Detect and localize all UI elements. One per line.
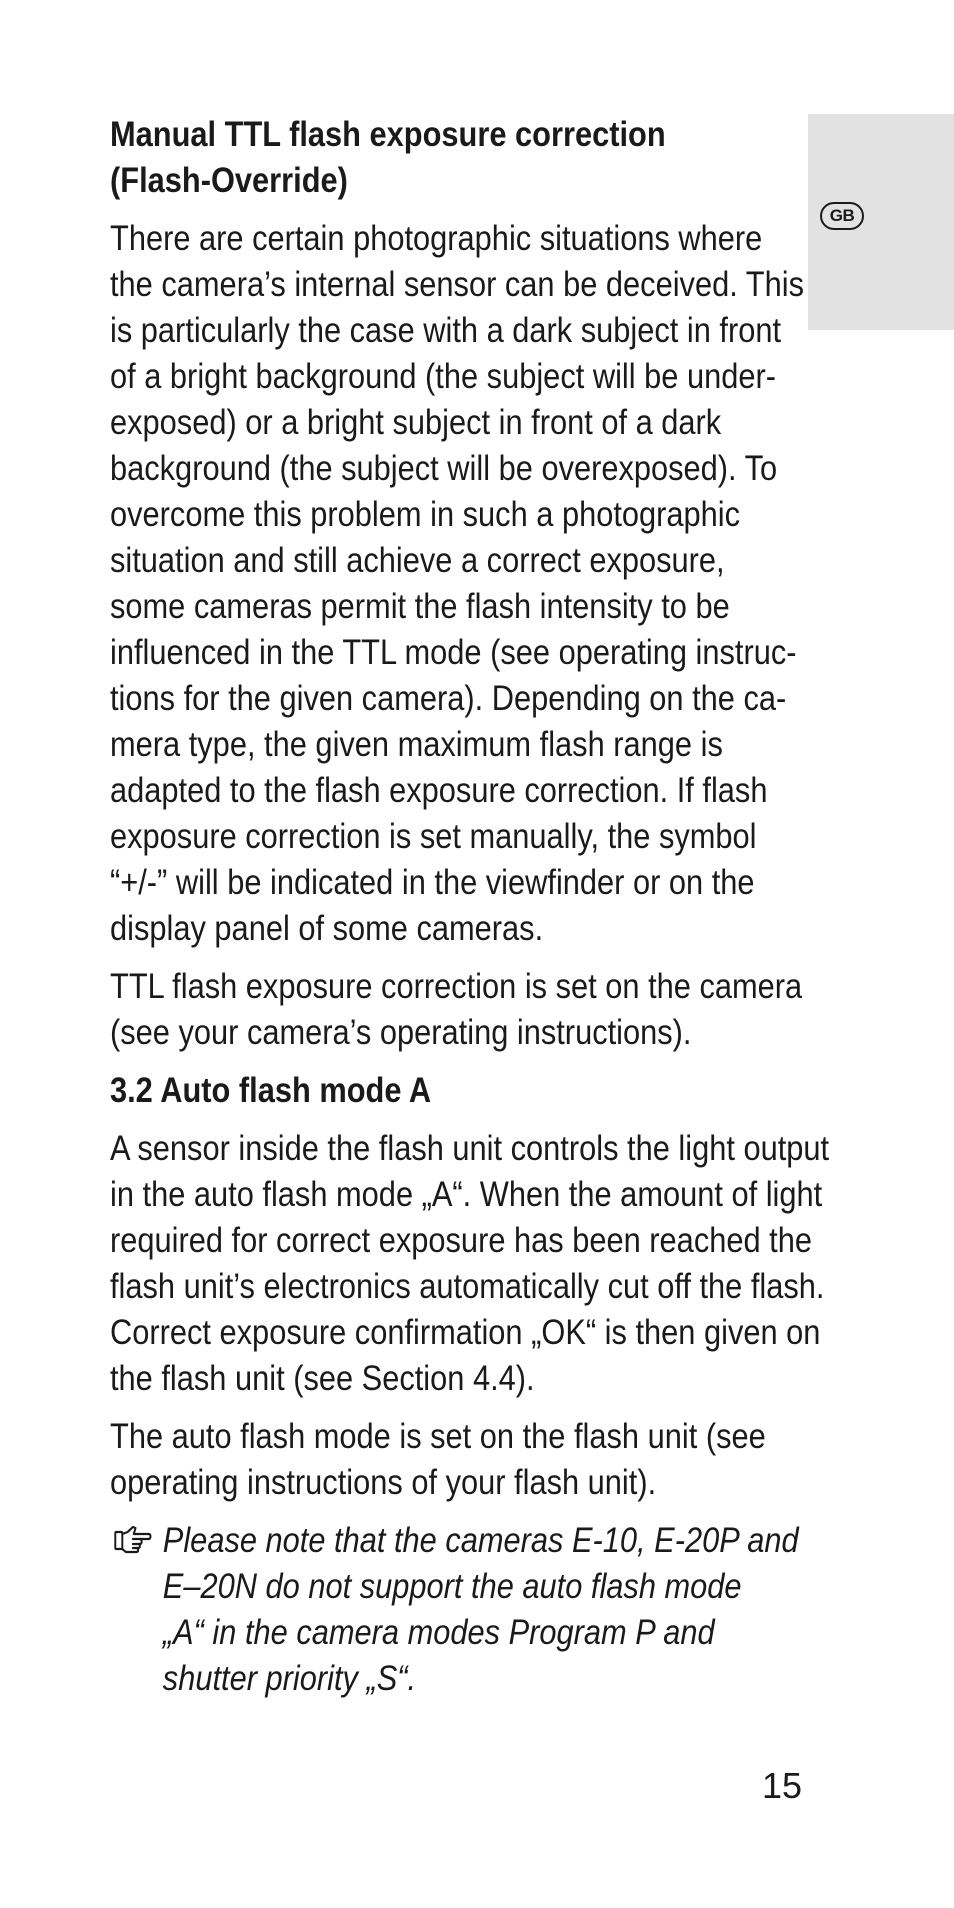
text-line: (Flash-Override)	[110, 161, 348, 200]
auto-paragraph-1	[110, 1126, 830, 1402]
auto-paragraph-2	[110, 1414, 766, 1506]
text-line: background (the subject will be overexposed). To	[110, 449, 778, 488]
page-content	[110, 112, 830, 1702]
text-line: adapted to the flash exposure correction. If flash	[110, 771, 768, 810]
text-line: “+/-” will be indicated in the viewfinder or on the	[110, 863, 755, 902]
text-line: TTL flash exposure correction is set on the camera	[110, 967, 803, 1006]
text-line: is particularly the case with a dark subject in front	[110, 311, 782, 350]
text-line: display panel of some cameras.	[110, 909, 544, 948]
text-line: flash unit’s electronics automatically cut off the flash.	[110, 1267, 825, 1306]
text-line: required for correct exposure has been reached the	[110, 1221, 812, 1260]
text-line: Please note that the cameras E-10, E-20P and	[162, 1521, 799, 1560]
text-line: the camera’s internal sensor can be deceived. This	[110, 265, 804, 304]
text-line: of a bright background (the subject will be under-	[110, 357, 777, 396]
text-line: exposed) or a bright subject in front of a dark	[110, 403, 722, 442]
text-line: Correct exposure confirmation „OK“ is then given on	[110, 1313, 821, 1352]
language-badge: GB	[820, 202, 864, 230]
text-line: „A“ in the camera modes Program P and	[162, 1613, 715, 1652]
text-line: shutter priority „S“.	[162, 1659, 417, 1698]
text-line: operating instructions of your flash unit).	[110, 1463, 657, 1502]
auto-flash-heading	[110, 1068, 726, 1114]
ttl-correction-heading	[110, 112, 726, 204]
text-line: There are certain photographic situations where	[110, 219, 763, 258]
text-line: tions for the given camera). Depending on the ca-	[110, 679, 787, 718]
text-line: (see your camera’s operating instructions).	[110, 1013, 692, 1052]
text-line: overcome this problem in such a photographic	[110, 495, 741, 534]
text-line: 3.2 Auto flash mode A	[110, 1071, 432, 1110]
text-line: The auto flash mode is set on the flash unit (see	[110, 1417, 766, 1456]
pointing-hand-icon	[114, 1523, 153, 1555]
text-line: Manual TTL flash exposure correction	[110, 115, 666, 154]
text-line: influenced in the TTL mode (see operating instruc-	[110, 633, 797, 672]
note-block	[110, 1518, 799, 1702]
ttl-paragraph-2	[110, 964, 803, 1056]
text-line: in the auto flash mode „A“. When the amount of light	[110, 1175, 823, 1214]
text-line: exposure correction is set manually, the symbol	[110, 817, 757, 856]
text-line: mera type, the given maximum flash range is	[110, 725, 723, 764]
text-line: E–20N do not support the auto flash mode	[162, 1567, 742, 1606]
text-line: situation and still achieve a correct exposure,	[110, 541, 725, 580]
text-line: the flash unit (see Section 4.4).	[110, 1359, 535, 1398]
text-line: some cameras permit the flash intensity to be	[110, 587, 730, 626]
ttl-paragraph-1	[110, 216, 804, 952]
text-line: A sensor inside the flash unit controls the light output	[110, 1129, 830, 1168]
page-number: 15	[761, 1765, 802, 1806]
